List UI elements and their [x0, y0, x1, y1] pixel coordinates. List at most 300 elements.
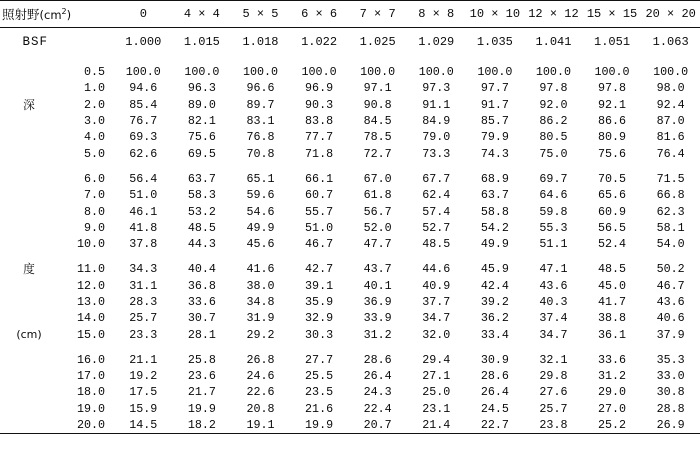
dose-cell: 79.9	[480, 130, 509, 145]
table-row	[0, 203, 700, 219]
dose-cell: 83.1	[246, 114, 275, 129]
dose-cell: 52.7	[422, 220, 451, 235]
side-label-empty	[0, 417, 58, 434]
dose-cell: 31.2	[363, 327, 392, 342]
dose-cell: 26.9	[641, 417, 700, 434]
table-row	[0, 113, 700, 129]
dose-cell: 92.4	[656, 97, 685, 112]
dose-cell: 67.7	[422, 171, 451, 186]
group-gap-cell	[0, 343, 700, 352]
side-label-empty	[0, 401, 58, 417]
dose-cell: 33.0	[656, 369, 685, 384]
dose-cell: 55.3	[539, 220, 568, 235]
dose-cell: 30.3	[305, 327, 334, 342]
dose-cell: 34.8	[246, 295, 275, 309]
dose-cell: 55.7	[305, 204, 334, 219]
group-gap-cell	[0, 162, 700, 171]
table-row	[0, 236, 700, 252]
dose-cell: 100.0	[594, 65, 630, 80]
depth-value: 12.0	[76, 278, 105, 293]
bsf-separator	[0, 55, 700, 64]
dose-cell: 91.7	[480, 97, 509, 112]
dose-cell: 97.3	[422, 81, 451, 96]
table-row	[0, 384, 700, 400]
dose-cell: 89.7	[246, 97, 275, 112]
table-row	[0, 294, 700, 310]
table-row	[0, 401, 700, 417]
dose-cell: 65.6	[598, 188, 627, 203]
group-gap	[0, 343, 700, 352]
dose-cell: 25.7	[539, 401, 568, 416]
dose-cell: 23.6	[187, 369, 216, 384]
dose-cell: 33.6	[598, 352, 627, 367]
dose-cell: 27.1	[422, 369, 451, 384]
dose-cell: 48.5	[187, 220, 216, 235]
field-size-header-5: 8 × 8	[407, 1, 466, 28]
bsf-value-7: 1.041	[524, 28, 583, 56]
dose-cell: 34.3	[129, 262, 158, 277]
dose-cell: 14.5	[114, 417, 173, 434]
dose-cell: 46.1	[129, 204, 158, 219]
dose-cell: 94.6	[129, 81, 158, 96]
dose-cell: 62.3	[656, 204, 685, 219]
dose-cell: 97.1	[363, 81, 392, 96]
dose-cell: 84.9	[422, 114, 451, 129]
dose-cell: 37.4	[539, 311, 568, 326]
dose-cell: 43.6	[656, 295, 685, 309]
bsf-value-6: 1.035	[466, 28, 525, 56]
dose-cell: 85.4	[129, 97, 158, 112]
dose-cell: 37.8	[129, 237, 158, 252]
depth-value: 17.0	[76, 369, 105, 384]
bsf-value-8: 1.051	[583, 28, 642, 56]
dose-cell: 86.2	[539, 114, 568, 129]
side-label-empty	[0, 368, 58, 384]
dose-cell: 24.5	[480, 401, 509, 416]
dose-cell: 97.7	[480, 81, 509, 96]
dose-cell: 25.8	[187, 352, 216, 367]
field-size-header-3: 6 × 6	[290, 1, 349, 28]
dose-cell: 90.8	[363, 97, 392, 112]
bsf-value-2: 1.018	[231, 28, 290, 56]
dose-cell: 59.6	[246, 188, 275, 203]
dose-cell: 46.7	[305, 237, 334, 252]
dose-cell: 22.4	[363, 401, 392, 416]
dose-cell: 27.6	[539, 385, 568, 400]
dose-cell: 38.0	[246, 278, 275, 293]
dose-cell: 87.0	[656, 114, 685, 129]
table-row	[0, 97, 700, 113]
dose-cell: 21.7	[187, 385, 216, 400]
dose-cell: 45.6	[246, 237, 275, 252]
dose-cell: 47.7	[363, 237, 392, 252]
dose-cell: 54.2	[480, 220, 509, 235]
dose-cell: 80.5	[539, 130, 568, 145]
dose-cell: 82.1	[187, 114, 216, 129]
field-size-header-1: 4 × 4	[173, 1, 232, 28]
dose-cell: 23.1	[422, 401, 451, 416]
dose-cell: 37.9	[656, 327, 685, 342]
dose-cell: 48.5	[598, 262, 627, 277]
bsf-label: BSF	[0, 28, 58, 56]
bsf-value-3: 1.022	[290, 28, 349, 56]
dose-cell: 90.3	[305, 97, 334, 112]
table-row	[0, 352, 700, 368]
dose-cell: 23.3	[129, 327, 158, 342]
bsf-value-9: 1.063	[641, 28, 700, 56]
dose-cell: 33.6	[187, 295, 216, 309]
dose-cell: 19.9	[187, 401, 216, 416]
dose-cell: 31.9	[246, 311, 275, 326]
side-label-empty	[0, 310, 58, 326]
dose-cell: 57.4	[422, 204, 451, 219]
dose-cell: 77.7	[305, 130, 334, 145]
table-row	[0, 220, 700, 236]
dose-cell: 46.7	[656, 278, 685, 293]
dose-cell: 36.8	[187, 278, 216, 293]
dose-cell: 29.2	[246, 327, 275, 342]
depth-value: 6.0	[83, 171, 105, 186]
dose-cell: 69.7	[539, 171, 568, 186]
side-label-empty	[0, 203, 58, 219]
field-size-header-0: 0	[114, 1, 173, 28]
dose-cell: 100.0	[477, 65, 513, 80]
dose-cell: 58.3	[187, 188, 216, 203]
bsf-value-1: 1.015	[173, 28, 232, 56]
dose-cell: 58.1	[656, 220, 685, 235]
dose-cell: 100.0	[184, 65, 220, 80]
dose-cell: 100.0	[301, 65, 337, 80]
dose-cell: 28.1	[187, 327, 216, 342]
dose-cell: 85.7	[480, 114, 509, 129]
depth-value: 3.0	[83, 114, 105, 129]
dose-cell: 79.0	[422, 130, 451, 145]
dose-cell: 58.8	[480, 204, 509, 219]
dose-cell: 52.4	[598, 237, 627, 252]
depth-value: 13.0	[76, 295, 105, 309]
depth-value: 8.0	[83, 204, 105, 219]
dose-cell: 76.4	[656, 146, 685, 161]
dose-cell: 59.8	[539, 204, 568, 219]
dose-cell: 62.6	[129, 146, 158, 161]
dose-cell: 61.8	[363, 188, 392, 203]
dose-cell: 29.8	[539, 369, 568, 384]
dose-cell: 24.3	[363, 385, 392, 400]
dose-cell: 45.9	[480, 262, 509, 277]
dose-cell: 53.2	[187, 204, 216, 219]
dose-cell: 73.3	[422, 146, 451, 161]
table-row	[0, 80, 700, 96]
depth-value: 5.0	[83, 146, 105, 161]
dose-cell: 54.6	[246, 204, 275, 219]
dose-cell: 41.8	[129, 220, 158, 235]
dose-cell: 98.0	[656, 81, 685, 96]
dose-cell: 15.9	[129, 401, 158, 416]
dose-cell: 31.2	[598, 369, 627, 384]
side-label-unit: (cm)	[16, 328, 42, 342]
dose-cell: 78.5	[363, 130, 392, 145]
dose-cell: 30.7	[187, 311, 216, 326]
dose-cell: 40.1	[363, 278, 392, 293]
field-size-header-row	[0, 1, 700, 28]
side-label-empty	[0, 145, 58, 161]
field-size-header-8: 15 × 15	[583, 1, 642, 28]
separator-cell	[0, 55, 700, 64]
dose-cell: 72.7	[363, 146, 392, 161]
dose-cell: 86.6	[598, 114, 627, 129]
dose-cell: 18.2	[173, 417, 232, 434]
side-label-empty	[0, 187, 58, 203]
dose-cell: 25.0	[422, 385, 451, 400]
depth-value: 4.0	[83, 130, 105, 145]
dose-cell: 39.1	[305, 278, 334, 293]
dose-cell: 32.1	[539, 352, 568, 367]
dose-cell: 60.7	[305, 188, 334, 203]
dose-cell: 29.0	[598, 385, 627, 400]
dose-cell: 75.6	[187, 130, 216, 145]
dose-cell: 56.5	[598, 220, 627, 235]
depth-value: 11.0	[76, 262, 105, 277]
dose-cell: 35.9	[305, 295, 334, 309]
dose-cell: 28.3	[129, 295, 158, 309]
field-size-header-7: 12 × 12	[524, 1, 583, 28]
dose-cell: 67.0	[363, 171, 392, 186]
dose-cell: 96.3	[187, 81, 216, 96]
dose-cell: 54.0	[656, 237, 685, 252]
dose-cell: 74.3	[480, 146, 509, 161]
table-row	[0, 129, 700, 145]
side-label-empty	[0, 220, 58, 236]
dose-cell: 27.7	[305, 352, 334, 367]
dose-cell: 21.1	[129, 352, 158, 367]
depth-value: 15.0	[76, 327, 105, 342]
dose-cell: 22.7	[466, 417, 525, 434]
dose-cell: 43.6	[539, 278, 568, 293]
dose-cell: 49.9	[480, 237, 509, 252]
dose-cell: 70.5	[598, 171, 627, 186]
side-label-empty	[0, 113, 58, 129]
dose-cell: 71.8	[305, 146, 334, 161]
dose-cell: 100.0	[653, 65, 689, 80]
dose-cell: 41.6	[246, 262, 275, 277]
table-row	[0, 171, 700, 187]
dose-cell: 96.9	[305, 81, 334, 96]
table-row	[0, 278, 700, 294]
dose-cell: 17.5	[129, 385, 158, 400]
dose-cell: 83.8	[305, 114, 334, 129]
dose-cell: 39.2	[480, 295, 509, 309]
dose-cell: 33.4	[480, 327, 509, 342]
dose-cell: 51.0	[129, 188, 158, 203]
dose-cell: 70.8	[246, 146, 275, 161]
dose-cell: 96.6	[246, 81, 275, 96]
table-row	[0, 368, 700, 384]
dose-cell: 52.0	[363, 220, 392, 235]
dose-cell: 38.8	[598, 311, 627, 326]
depth-value: 16.0	[76, 352, 105, 367]
depth-value: 1.0	[83, 81, 105, 96]
dose-cell: 28.8	[656, 401, 685, 416]
group-gap-cell	[0, 252, 700, 261]
dose-cell: 20.7	[348, 417, 407, 434]
depth-value: 19.0	[76, 401, 105, 416]
dose-cell: 25.2	[583, 417, 642, 434]
dose-cell: 32.9	[305, 311, 334, 326]
group-gap	[0, 252, 700, 261]
dose-cell: 56.4	[129, 171, 158, 186]
dose-cell: 49.9	[246, 220, 275, 235]
dose-cell: 69.5	[187, 146, 216, 161]
table-row	[0, 261, 700, 277]
dose-cell: 41.7	[598, 295, 627, 309]
dose-cell: 84.5	[363, 114, 392, 129]
table-row	[0, 310, 700, 326]
dose-cell: 20.8	[246, 401, 275, 416]
dose-cell: 27.0	[598, 401, 627, 416]
dose-cell: 36.9	[363, 295, 392, 309]
dose-cell: 63.7	[480, 188, 509, 203]
dose-cell: 91.1	[422, 97, 451, 112]
dose-cell: 60.9	[598, 204, 627, 219]
depth-value: 9.0	[83, 220, 105, 235]
side-label-depth-1: 深	[23, 97, 35, 112]
dose-cell: 42.7	[305, 262, 334, 277]
side-label-depth-2: 度	[23, 262, 35, 277]
dose-cell: 100.0	[125, 65, 161, 80]
dose-cell: 23.8	[524, 417, 583, 434]
dose-cell: 40.6	[656, 311, 685, 326]
bsf-spacer	[58, 28, 114, 56]
dose-cell: 100.0	[242, 65, 279, 80]
dose-cell: 100.0	[418, 65, 454, 80]
dose-cell: 40.9	[422, 278, 451, 293]
dose-cell: 47.1	[539, 262, 568, 277]
dose-cell: 56.7	[363, 204, 392, 219]
dose-cell: 62.4	[422, 188, 451, 203]
dose-cell: 92.1	[598, 97, 627, 112]
dose-cell: 51.0	[305, 220, 334, 235]
dose-cell: 63.7	[187, 171, 216, 186]
dose-cell: 76.8	[246, 130, 275, 145]
dose-cell: 31.1	[129, 278, 158, 293]
dose-cell: 45.0	[598, 278, 627, 293]
dose-cell: 26.4	[363, 369, 392, 384]
side-label-empty	[0, 384, 58, 400]
dose-cell: 40.3	[539, 295, 568, 309]
dose-cell: 28.6	[363, 352, 392, 367]
dose-cell: 51.1	[539, 237, 568, 252]
table-row	[0, 145, 700, 161]
dose-cell: 25.7	[129, 311, 158, 326]
side-label-empty	[0, 236, 58, 252]
dose-cell: 97.8	[539, 81, 568, 96]
dose-cell: 19.1	[231, 417, 290, 434]
depth-value: 10.0	[76, 237, 105, 252]
depth-value: 14.0	[76, 311, 105, 326]
field-size-header-6: 10 × 10	[466, 1, 525, 28]
field-size-header-2: 5 × 5	[231, 1, 290, 28]
field-size-header-4: 7 × 7	[348, 1, 407, 28]
side-label-empty	[0, 129, 58, 145]
dose-cell: 66.1	[305, 171, 334, 186]
side-label-empty	[0, 171, 58, 187]
dose-cell: 28.6	[480, 369, 509, 384]
dose-cell: 64.6	[539, 188, 568, 203]
dose-cell: 43.7	[363, 262, 392, 277]
side-label-empty	[0, 278, 58, 294]
table-row	[0, 64, 700, 80]
dose-cell: 30.8	[656, 385, 685, 400]
dose-cell: 100.0	[535, 65, 571, 80]
dose-cell: 89.0	[187, 97, 216, 112]
dose-cell: 75.0	[539, 146, 568, 161]
dose-cell: 34.7	[539, 327, 568, 342]
depth-value: 20.0	[58, 417, 114, 434]
dose-cell: 80.9	[598, 130, 627, 145]
dose-cell: 24.6	[246, 369, 275, 384]
bsf-value-4: 1.025	[348, 28, 407, 56]
dose-cell: 26.8	[246, 352, 275, 367]
depth-value: 0.5	[83, 65, 105, 80]
table-row	[0, 326, 700, 342]
table-row	[0, 187, 700, 203]
dose-cell: 71.5	[656, 171, 685, 186]
field-size-corner-label: 照射野$(cm^2)$	[0, 1, 58, 28]
depth-value: 7.0	[83, 188, 105, 203]
table-row	[0, 417, 700, 434]
dose-cell: 22.6	[246, 385, 275, 400]
dose-cell: 19.9	[290, 417, 349, 434]
dose-cell: 32.0	[422, 327, 451, 342]
dose-cell: 75.6	[598, 146, 627, 161]
side-label-empty	[0, 294, 58, 310]
bsf-value-0: 1.000	[114, 28, 173, 56]
dose-cell: 36.1	[598, 327, 627, 342]
dose-cell: 19.2	[129, 369, 158, 384]
dose-cell: 100.0	[360, 65, 396, 80]
dose-cell: 35.3	[656, 352, 685, 367]
dose-cell: 21.4	[407, 417, 466, 434]
field-size-header-9: 20 × 20	[641, 1, 700, 28]
dose-cell: 30.9	[480, 352, 509, 367]
dose-cell: 40.4	[187, 262, 216, 277]
dose-cell: 36.2	[480, 311, 509, 326]
dose-cell: 81.6	[656, 130, 685, 145]
dose-cell: 37.7	[422, 295, 451, 309]
side-label-empty	[0, 64, 58, 80]
dose-cell: 33.9	[363, 311, 392, 326]
dose-cell: 21.6	[305, 401, 334, 416]
dose-cell: 76.7	[129, 114, 158, 129]
bsf-value-5: 1.029	[407, 28, 466, 56]
dose-cell: 50.2	[656, 262, 685, 277]
dose-cell: 29.4	[422, 352, 451, 367]
bsf-row	[0, 28, 700, 56]
side-label-empty	[0, 80, 58, 96]
dose-cell: 66.8	[656, 188, 685, 203]
dose-cell: 48.5	[422, 237, 451, 252]
dose-cell: 23.5	[305, 385, 334, 400]
dose-cell: 92.0	[539, 97, 568, 112]
dose-cell: 44.3	[187, 237, 216, 252]
dose-cell: 44.6	[422, 262, 451, 277]
depth-value: 2.0	[83, 97, 105, 112]
side-label-empty	[0, 352, 58, 368]
dose-cell: 26.4	[480, 385, 509, 400]
group-gap	[0, 162, 700, 171]
dose-cell: 68.9	[480, 171, 509, 186]
dose-cell: 25.5	[305, 369, 334, 384]
